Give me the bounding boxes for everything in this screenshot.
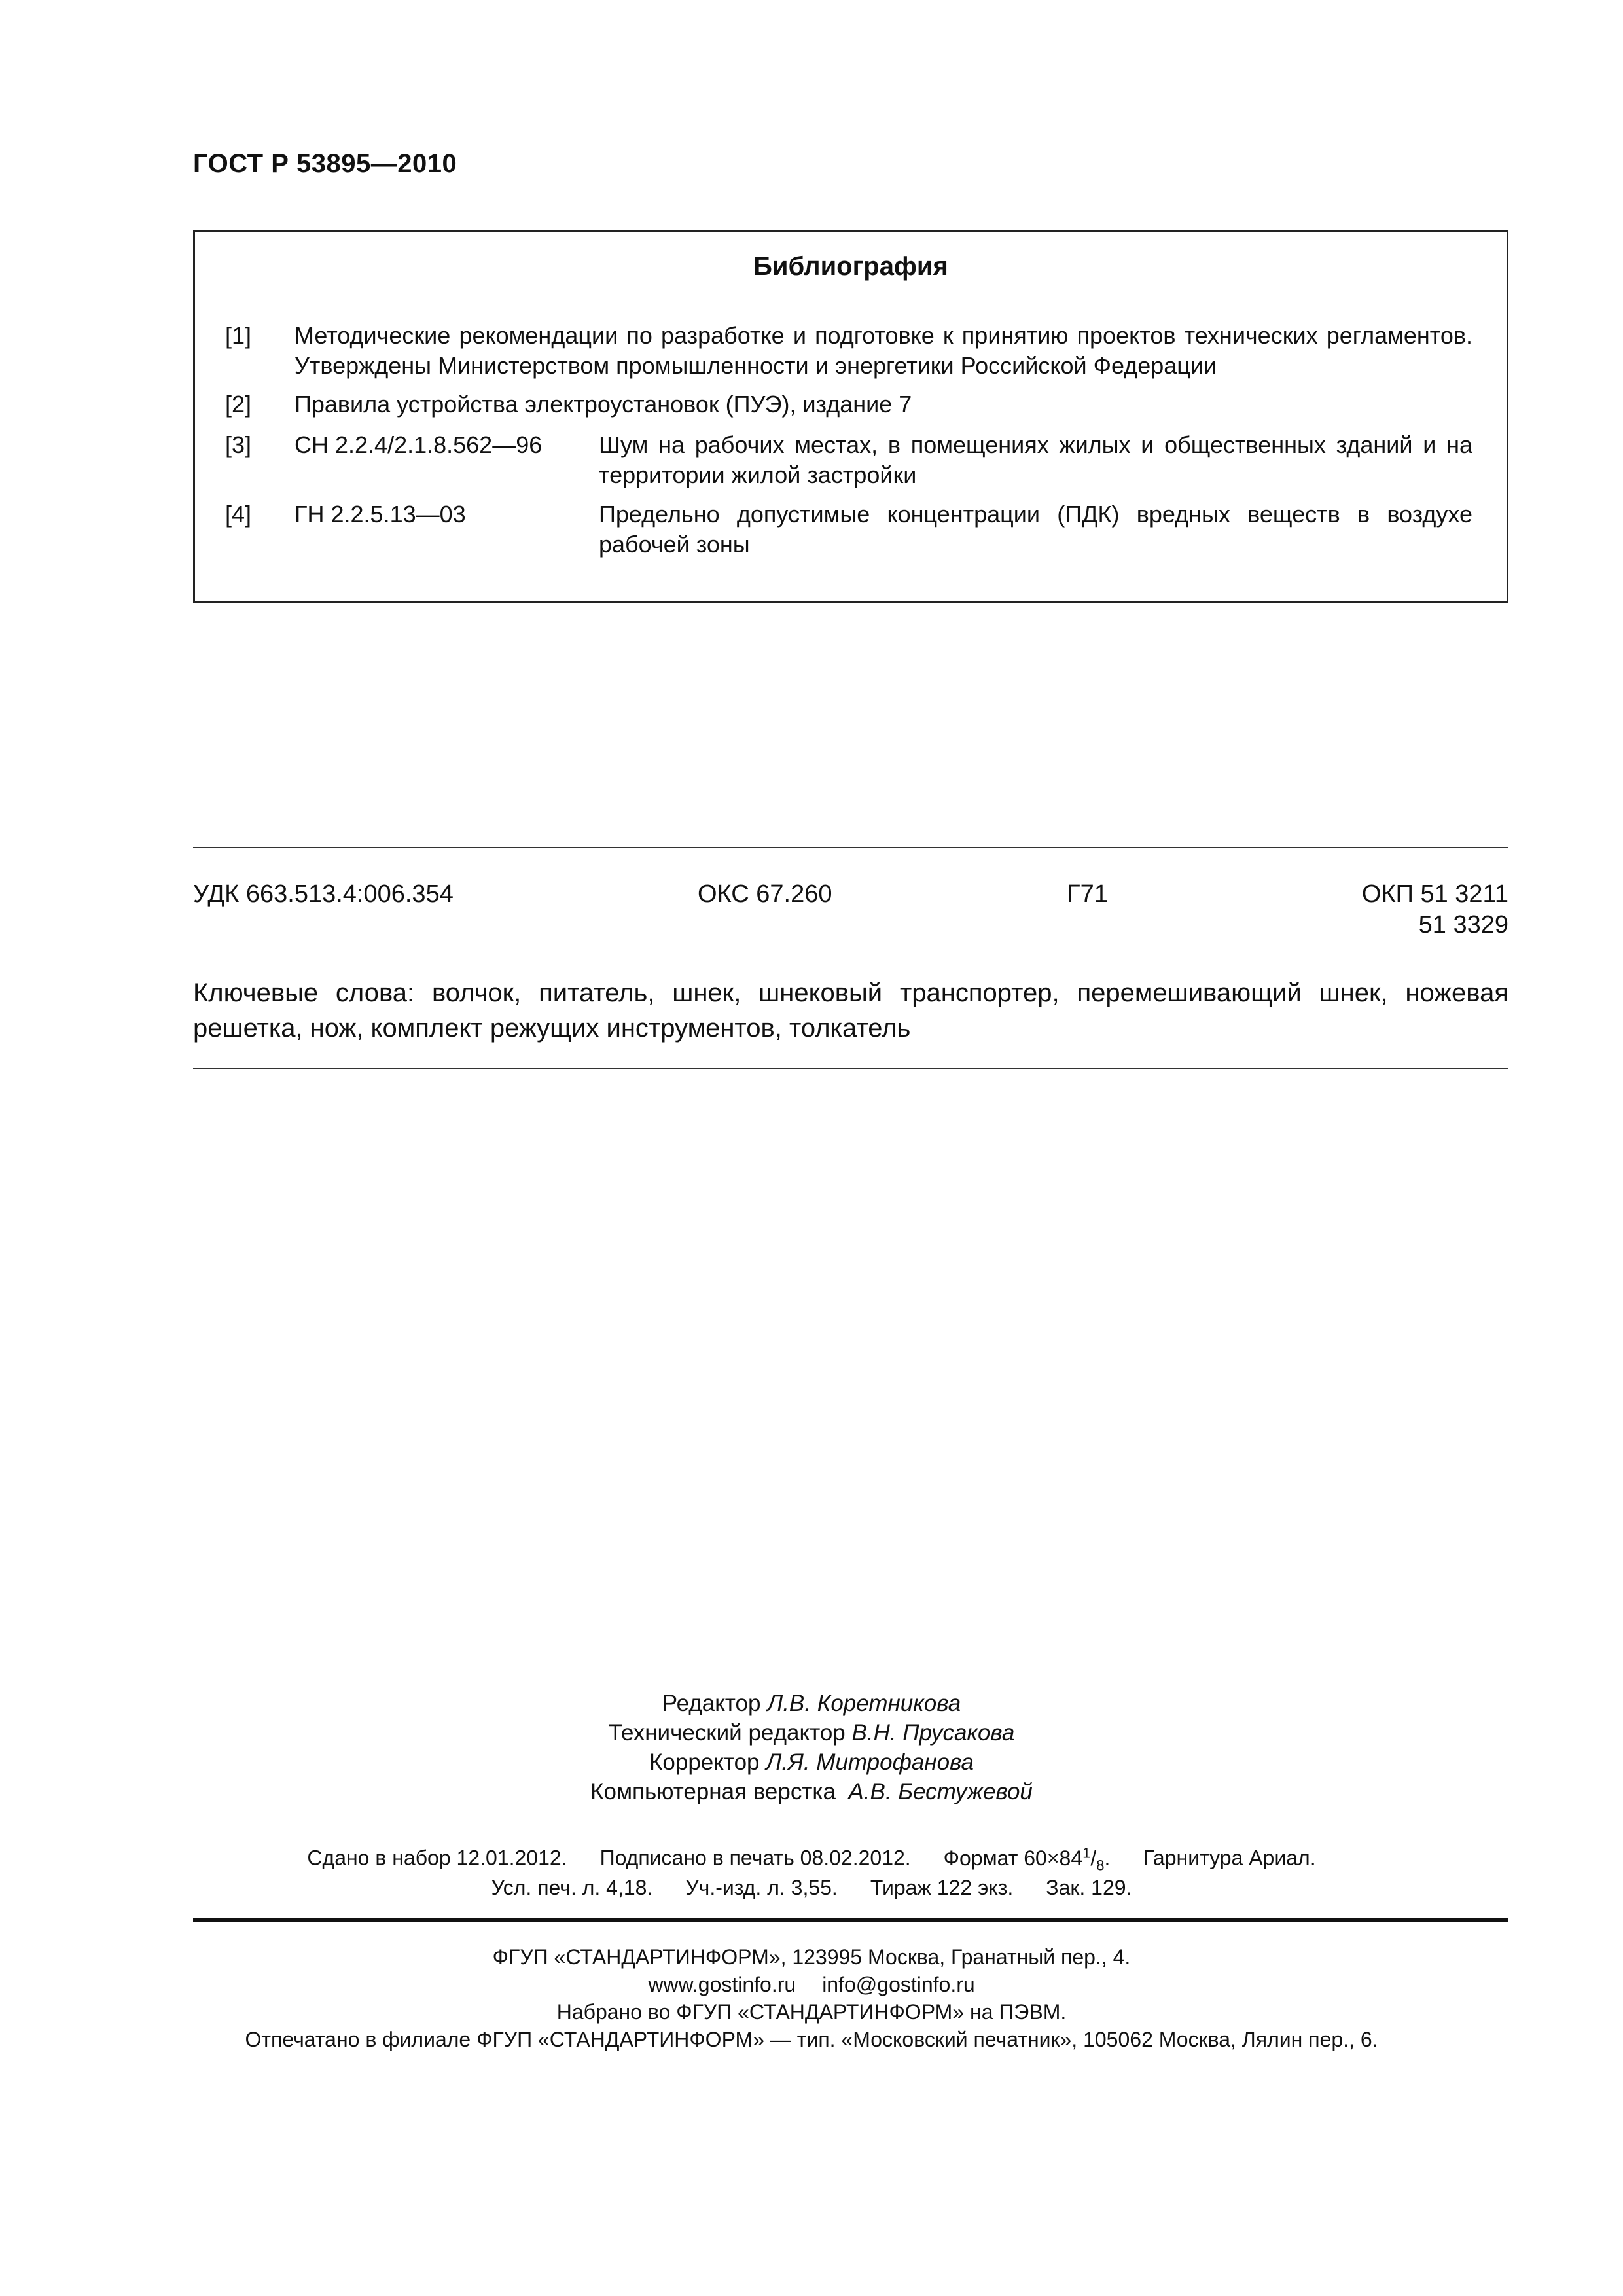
reference-number: [1] — [225, 322, 252, 349]
publisher-contacts — [0, 1973, 1623, 1997]
credit-line — [0, 1748, 1623, 1778]
reference-text: Шум на рабочих местах, в помещениях жилых и общественных зданий и на территории жилой застройки — [599, 431, 1472, 488]
typesetting-info: Набрано во ФГУП «СТАНДАРТИНФОРМ» на ПЭВМ. — [556, 2000, 1067, 2024]
order-number: Зак. 129. — [1046, 1876, 1132, 1899]
print-info-line — [0, 1844, 1623, 1874]
credit-role: Технический редактор — [608, 1720, 846, 1746]
bibliography-box — [193, 230, 1508, 603]
credit-name: Л.Я. Митрофанова — [766, 1749, 974, 1775]
publisher-address: ФГУП «СТАНДАРТИНФОРМ», 123995 Москва, Гранатный пер., 4. — [492, 1945, 1131, 1969]
okp-code — [1247, 880, 1508, 939]
udk-code: УДК 663.513.4:006.354 — [193, 880, 454, 908]
divider-line — [193, 1068, 1508, 1069]
document-code: ГОСТ Р 53895—2010 — [193, 149, 457, 178]
reference-text: Правила устройства электроустановок (ПУЭ), издание 7 — [294, 391, 912, 418]
publisher-email: info@gostinfo.ru — [822, 1973, 975, 1996]
reference-text: Предельно допустимые концентрации (ПДК) вредных веществ в воздухе рабочей зоны — [599, 501, 1472, 558]
edition-sheets: Уч.-изд. л. 3,55. — [685, 1876, 838, 1899]
okp-line: ОКП 51 3211 — [1361, 880, 1508, 908]
oks-code: ОКС 67.260 — [698, 880, 832, 908]
credit-name: А.В. Бестужевой — [848, 1779, 1033, 1804]
divider-line — [193, 847, 1508, 848]
reference-text: Методические рекомендации по разработке и подготовке к принятию проектов технических регламентов. Утверждены Министерством промышленности и энергетики Российской Федерации — [294, 322, 1472, 379]
credit-line — [0, 1777, 1623, 1807]
reference-number: [2] — [225, 391, 252, 418]
reference-number: [3] — [225, 431, 252, 458]
credit-role: Редактор — [662, 1691, 761, 1716]
print-info-line — [0, 1876, 1623, 1900]
keywords: Ключевые слова: волчок, питатель, шнек, шнековый транспортер, перемешивающий шнек, ножевая решетка, нож, комплект режущих инструментов, толкатель — [193, 978, 1508, 1043]
bibliography-title: Библиография — [753, 252, 948, 281]
credit-role: Корректор — [649, 1749, 760, 1775]
signed-date: Подписано в печать 08.02.2012. — [599, 1846, 911, 1870]
credit-line — [0, 1718, 1623, 1748]
credit-role: Компьютерная верстка — [590, 1779, 836, 1804]
reference-code: СН 2.2.4/2.1.8.562—96 — [294, 431, 543, 458]
printing-info: Отпечатано в филиале ФГУП «СТАНДАРТИНФОРМ» — тип. «Московский печатник», 105062 Москва, Лялин пер., 6. — [245, 2028, 1378, 2051]
reference-number: [4] — [225, 501, 252, 528]
publisher-website: www.gostinfo.ru — [648, 1973, 796, 1996]
typeface: Гарнитура Ариал. — [1143, 1846, 1316, 1870]
group-code: Г71 — [1067, 880, 1108, 908]
reference-code: ГН 2.2.5.13—03 — [294, 501, 466, 528]
submitted-date: Сдано в набор 12.01.2012. — [307, 1846, 567, 1870]
credit-name: Л.В. Коретникова — [767, 1691, 961, 1716]
print-sheets: Усл. печ. л. 4,18. — [491, 1876, 653, 1899]
okp-line: 51 3329 — [1418, 911, 1508, 939]
paper-format: Формат $60\times 84^1/_8$. — [943, 1844, 1111, 1874]
circulation: Тираж 122 экз. — [870, 1876, 1014, 1899]
credit-name: В.Н. Прусакова — [851, 1720, 1015, 1746]
divider-line — [193, 1918, 1508, 1922]
credit-line — [0, 1689, 1623, 1719]
